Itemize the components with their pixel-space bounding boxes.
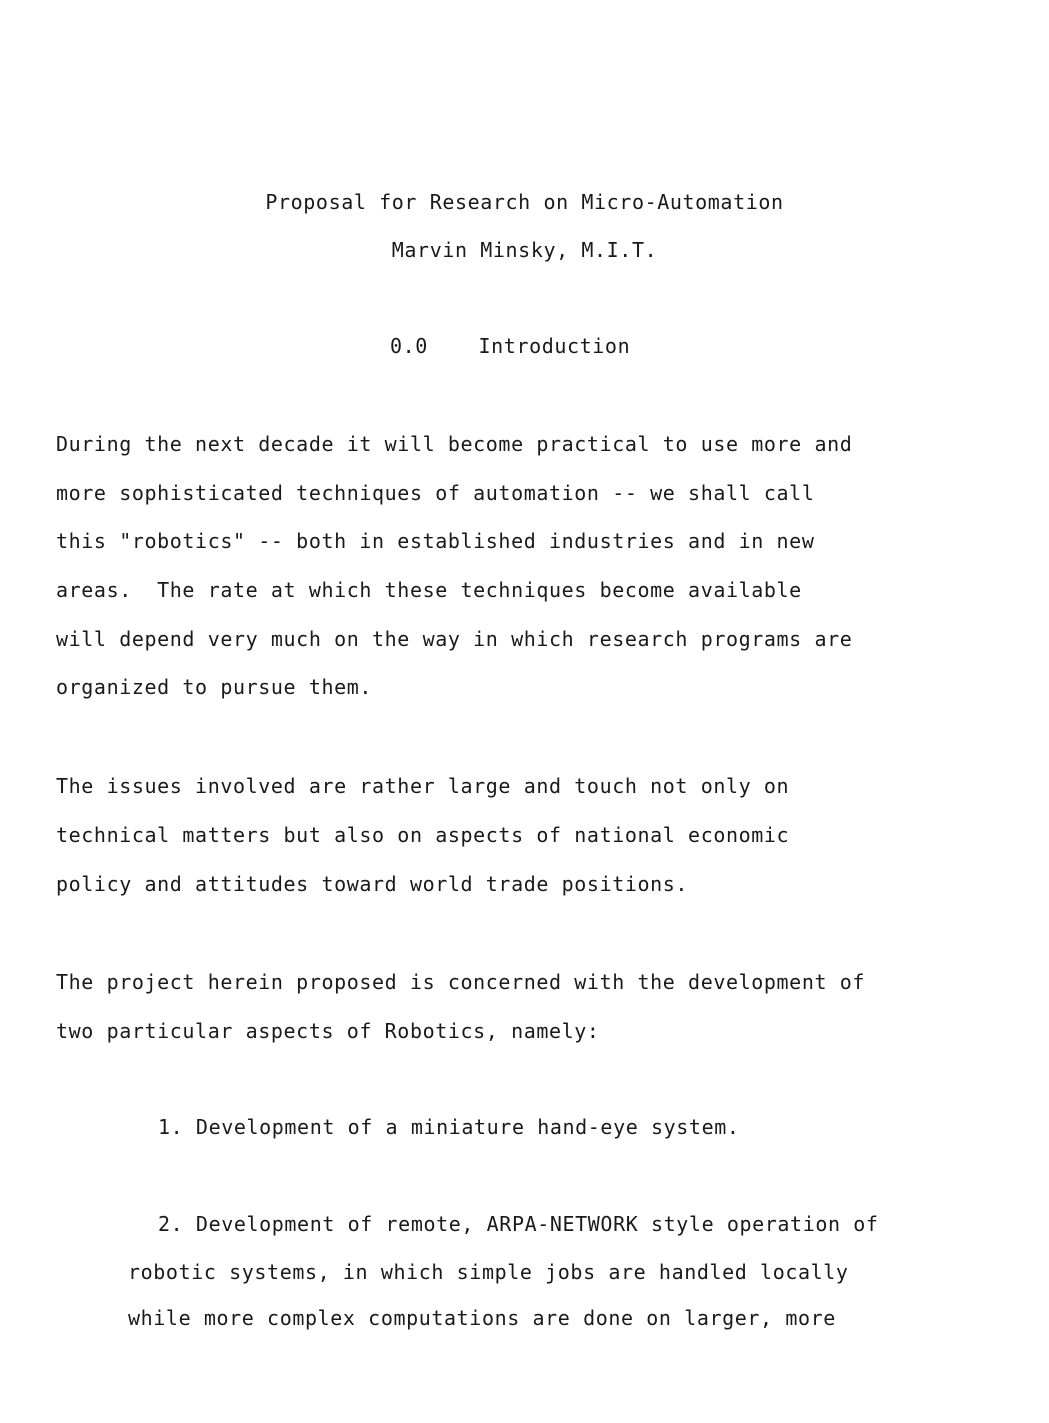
- paragraph-3-line-1: The project herein proposed is concerned with the development of: [56, 970, 866, 994]
- paragraph-1-line-2: more sophisticated techniques of automation -- we shall call: [56, 481, 815, 505]
- section-title: Introduction: [478, 334, 631, 358]
- paragraph-2-line-3: policy and attitudes toward world trade positions.: [56, 872, 689, 896]
- section-number: 0.0: [390, 334, 428, 358]
- paragraph-1-line-4: areas. The rate at which these techniques become available: [56, 578, 802, 602]
- paragraph-1-line-5: will depend very much on the way in which research programs are: [56, 627, 853, 651]
- paragraph-1-line-3: this "robotics" -- both in established industries and in new: [56, 529, 815, 553]
- list-item-2-line-3: while more complex computations are done on larger, more: [128, 1306, 836, 1330]
- paragraph-1-line-6: organized to pursue them.: [56, 675, 373, 699]
- list-item-2-line-1: 2. Development of remote, ARPA-NETWORK style operation of: [158, 1212, 879, 1236]
- list-item-1: 1. Development of a miniature hand-eye system.: [158, 1115, 740, 1139]
- paragraph-3-line-2: two particular aspects of Robotics, namely:: [56, 1019, 600, 1043]
- paragraph-1-line-1: During the next decade it will become practical to use more and: [56, 432, 853, 456]
- list-item-2-line-2: robotic systems, in which simple jobs are handled locally: [128, 1260, 849, 1284]
- section-heading: [390, 334, 630, 358]
- document-title: Proposal for Research on Micro-Automation: [265, 190, 784, 214]
- paragraph-2-line-1: The issues involved are rather large and touch not only on: [56, 774, 790, 798]
- author-line: Marvin Minsky, M.I.T.: [391, 238, 658, 262]
- paragraph-2-line-2: technical matters but also on aspects of national economic: [56, 823, 790, 847]
